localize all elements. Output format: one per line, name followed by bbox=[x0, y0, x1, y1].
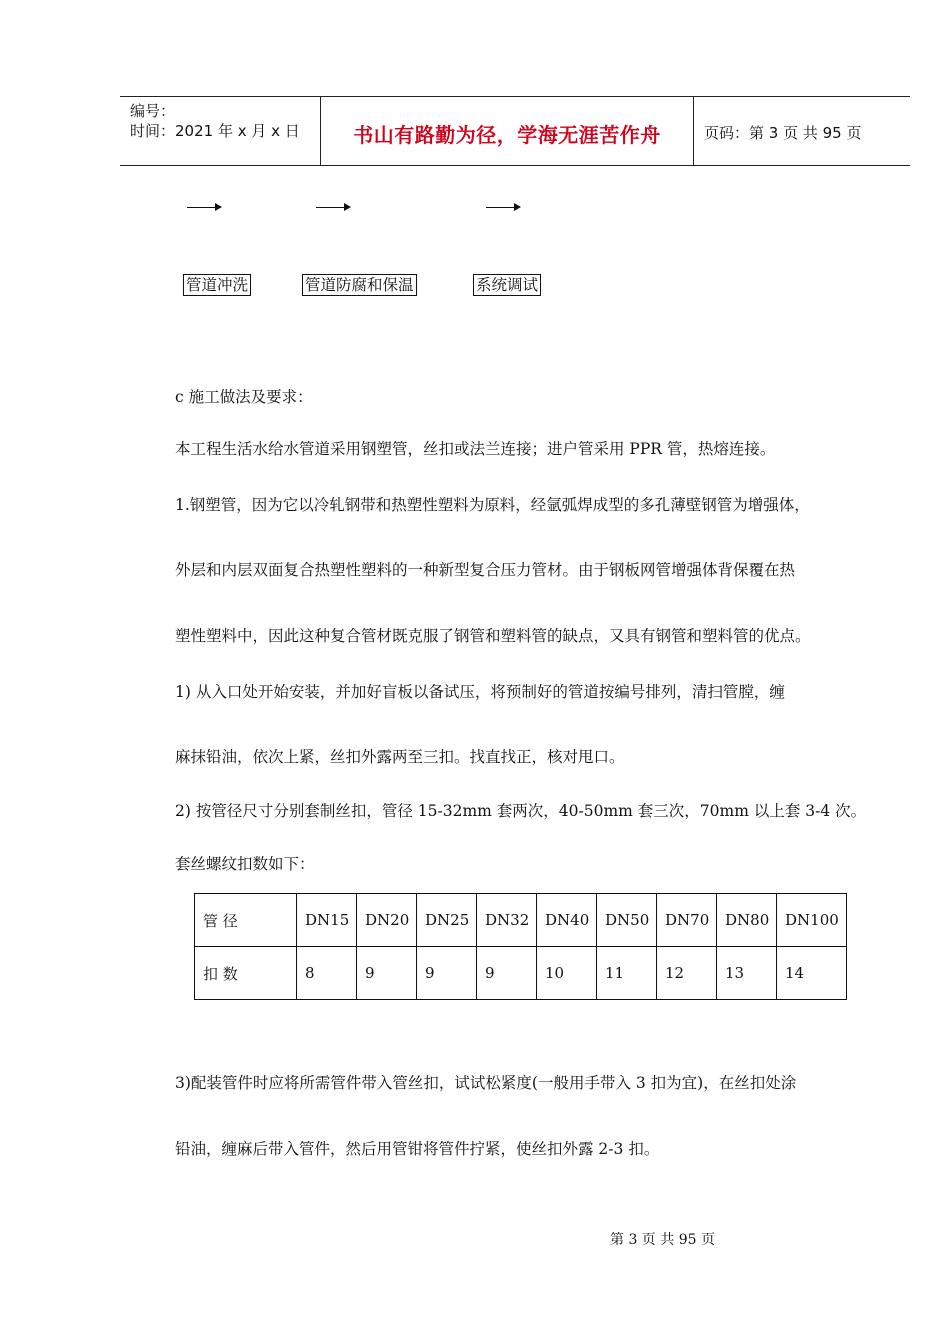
table-cell: 管 径 bbox=[195, 894, 297, 947]
flow-arrow bbox=[316, 207, 348, 208]
flow-arrow bbox=[187, 207, 219, 208]
table-cell: 14 bbox=[777, 947, 847, 1000]
page-header bbox=[120, 96, 910, 166]
paragraph-line: 套丝螺纹扣数如下： bbox=[175, 855, 315, 873]
header-page-cell bbox=[694, 97, 910, 165]
table-cell: DN32 bbox=[477, 894, 537, 947]
paragraph-line: 1.钢塑管，因为它以冷轧钢带和热塑性塑料为原料，经氩弧焊成型的多孔薄壁钢管为增强体， bbox=[175, 496, 810, 514]
table-cell: 9 bbox=[417, 947, 477, 1000]
page-footer: 第 3 页 共 95 页 bbox=[610, 1232, 715, 1248]
table-cell: DN50 bbox=[597, 894, 657, 947]
flow-box-commissioning: 系统调试 bbox=[473, 274, 541, 296]
table-cell: 9 bbox=[477, 947, 537, 1000]
table-cell: 9 bbox=[357, 947, 417, 1000]
paragraph-line: 3)配装管件时应将所需管件带入管丝扣，试试松紧度(一般用手带入 3 扣为宜)，在丝扣处涂 bbox=[175, 1074, 797, 1092]
table-cell: 12 bbox=[657, 947, 717, 1000]
page-label: 页码：第 3 页 共 95 页 bbox=[704, 124, 862, 142]
table-cell: 扣 数 bbox=[195, 947, 297, 1000]
time-label: 时间：2021 年 x 月 x 日 bbox=[130, 122, 300, 140]
table-row bbox=[195, 947, 847, 1000]
section-heading: c 施工做法及要求： bbox=[175, 388, 313, 406]
paragraph-line: 外层和内层双面复合热塑性塑料的一种新型复合压力管材。由于钢板网管增强体背保覆在热 bbox=[175, 561, 796, 579]
table-cell: 10 bbox=[537, 947, 597, 1000]
flow-box-flushing: 管道冲洗 bbox=[183, 274, 251, 296]
table-cell: DN25 bbox=[417, 894, 477, 947]
paragraph-line: 1) 从入口处开始安装，并加好盲板以备试压，将预制好的管道按编号排列，清扫管膛，缠 bbox=[175, 683, 785, 701]
flow-box-anticorrosion: 管道防腐和保温 bbox=[302, 274, 417, 296]
table-cell: DN20 bbox=[357, 894, 417, 947]
table-cell: 8 bbox=[297, 947, 357, 1000]
table-cell: DN100 bbox=[777, 894, 847, 947]
table-cell: DN15 bbox=[297, 894, 357, 947]
table-cell: DN40 bbox=[537, 894, 597, 947]
thread-count-table bbox=[194, 893, 847, 1000]
table-cell: DN80 bbox=[717, 894, 777, 947]
paragraph-line: 本工程生活水给水管道采用钢塑管，丝扣或法兰连接；进户管采用 PPR 管，热熔连接。 bbox=[175, 440, 776, 458]
paragraph-line: 2) 按管径尺寸分别套制丝扣，管径 15-32mm 套两次，40-50mm 套三次，70mm 以上套 3-4 次。 bbox=[175, 802, 867, 820]
header-info-cell bbox=[120, 97, 321, 165]
header-motto-cell bbox=[321, 97, 694, 165]
paragraph-line: 麻抹铅油，依次上紧，丝扣外露两至三扣。找直找正，核对甩口。 bbox=[175, 748, 625, 766]
table-cell: DN70 bbox=[657, 894, 717, 947]
table-cell: 11 bbox=[597, 947, 657, 1000]
paragraph-line: 塑性塑料中，因此这种复合管材既克服了钢管和塑料管的缺点，又具有钢管和塑料管的优点。 bbox=[175, 627, 811, 645]
table-row bbox=[195, 894, 847, 947]
flow-arrow bbox=[486, 207, 518, 208]
table-cell: 13 bbox=[717, 947, 777, 1000]
paragraph-line: 铅油，缠麻后带入管件，然后用管钳将管件拧紧，使丝扣外露 2-3 扣。 bbox=[175, 1140, 660, 1158]
serial-label: 编号： bbox=[130, 102, 176, 120]
motto: 书山有路勤为径，学海无涯苦作舟 bbox=[353, 123, 661, 147]
